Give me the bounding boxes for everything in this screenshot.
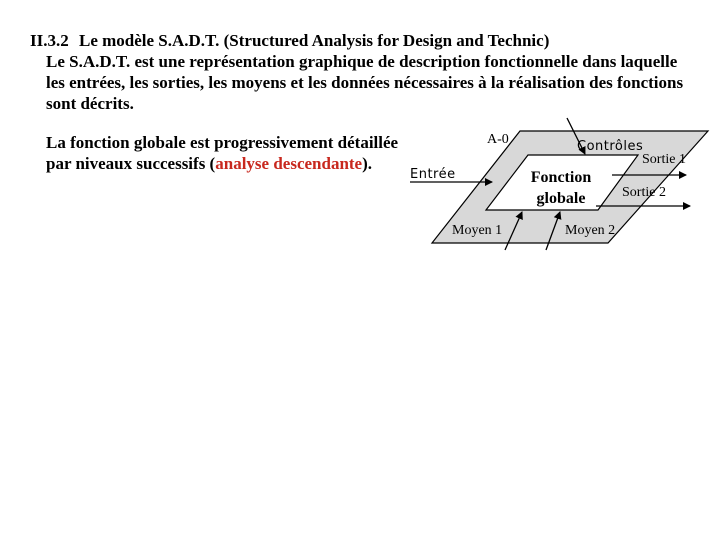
control-label: Contrôles — [577, 139, 644, 154]
section-title: Le modèle S.A.D.T. (Structured Analysis for Design and Technic) — [78, 31, 550, 50]
means1-label: Moyen 1 — [452, 223, 503, 238]
input-label: Entrée — [410, 167, 456, 182]
node-id-label: A-0 — [487, 132, 509, 147]
output2-label: Sortie 2 — [622, 185, 666, 200]
function-label-line2: globale — [536, 190, 586, 207]
description-text-end: ). — [362, 154, 373, 173]
function-label — [506, 167, 616, 209]
output1-label: Sortie 1 — [642, 152, 686, 167]
section-number: II.3.2 — [30, 31, 69, 50]
function-label-line1: Fonction — [530, 169, 592, 186]
means2-label: Moyen 2 — [565, 223, 616, 238]
intro-paragraph: Le S.A.D.T. est une représentation graphique de description fonctionnelle dans laquelle les entrées, les sorties, les moyens et les données nécessaires à la réalisation des fonctions sont décrits. — [46, 52, 684, 113]
description-text-start: La fonction globale est progressivement détaillée par niveaux successifs ( — [46, 133, 399, 173]
description-highlight: analyse descendante — [215, 154, 363, 173]
